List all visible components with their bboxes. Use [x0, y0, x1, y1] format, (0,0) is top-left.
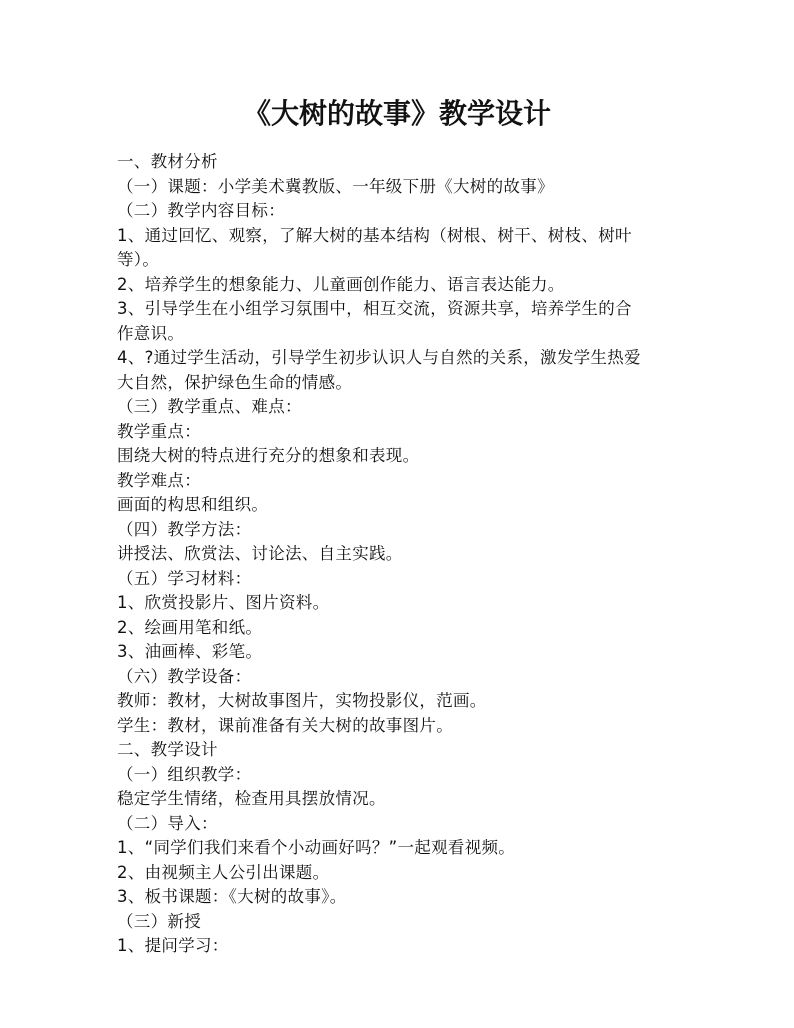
text-line: （六）教学设备： — [117, 666, 252, 686]
document-body — [117, 150, 687, 959]
text-line: 大自然，保护绿色生命的情感。 — [117, 372, 353, 392]
text-line: （一）课题：小学美术冀教版、一年级下册《大树的故事》 — [117, 176, 554, 196]
text-line: 1、提问学习： — [117, 936, 229, 955]
text-line: 讲授法、欣赏法、讨论法、自主实践。 — [117, 544, 403, 563]
text-line: （五）学习材料： — [117, 568, 252, 588]
text-line: 二、教学设计 — [117, 740, 218, 759]
text-line: 1、通过回忆、观察，了解大树的基本结构（树根、树干、树枝、树叶 — [117, 225, 632, 245]
text-line: 教学重点： — [117, 421, 201, 441]
text-line: 教学难点： — [117, 470, 201, 490]
text-line: （三）新授 — [117, 911, 201, 931]
text-line: 围绕大树的特点进行充分的想象和表现。 — [117, 446, 420, 465]
text-line: 3、引导学生在小组学习氛围中，相互交流，资源共享，培养学生的合 — [117, 299, 632, 318]
text-line: 3、板书课题：《大树的故事》。 — [117, 887, 347, 906]
text-line: 作意识。 — [117, 323, 185, 343]
text-line: 等）。 — [117, 250, 160, 269]
text-line: 稳定学生情绪，检查用具摆放情况。 — [117, 789, 386, 808]
text-line: 2、绘画用笔和纸。 — [117, 617, 263, 637]
text-line: 3、油画棒、彩笔。 — [117, 642, 263, 661]
text-line: （四）教学方法： — [117, 519, 252, 539]
text-line: 1、欣赏投影片、图片资料。 — [117, 593, 330, 612]
text-line: 一、教材分析 — [117, 152, 218, 171]
text-line: 教师：教材，大树故事图片，实物投影仪，范画。 — [117, 691, 487, 710]
text-line: 2、由视频主人公引出课题。 — [117, 862, 330, 882]
text-line: 4、?通过学生活动，引导学生初步认识人与自然的关系，激发学生热爱 — [117, 348, 641, 367]
text-line: 1、“同学们我们来看个小动画好吗？”一起观看视频。 — [117, 838, 516, 857]
document-title: 《大树的故事》教学设计 — [242, 97, 551, 130]
text-line: 学生：教材，课前准备有关大树的故事图片。 — [117, 715, 453, 735]
text-line: 2、培养学生的想象能力、儿童画创作能力、语言表达能力。 — [117, 274, 565, 294]
text-line: （二）教学内容目标： — [117, 201, 285, 220]
text-line: （二）导入： — [117, 813, 218, 833]
text-line: （三）教学重点、难点： — [117, 397, 302, 416]
text-line: （一）组织教学： — [117, 764, 252, 784]
text-line: 画面的构思和组织。 — [117, 495, 269, 514]
